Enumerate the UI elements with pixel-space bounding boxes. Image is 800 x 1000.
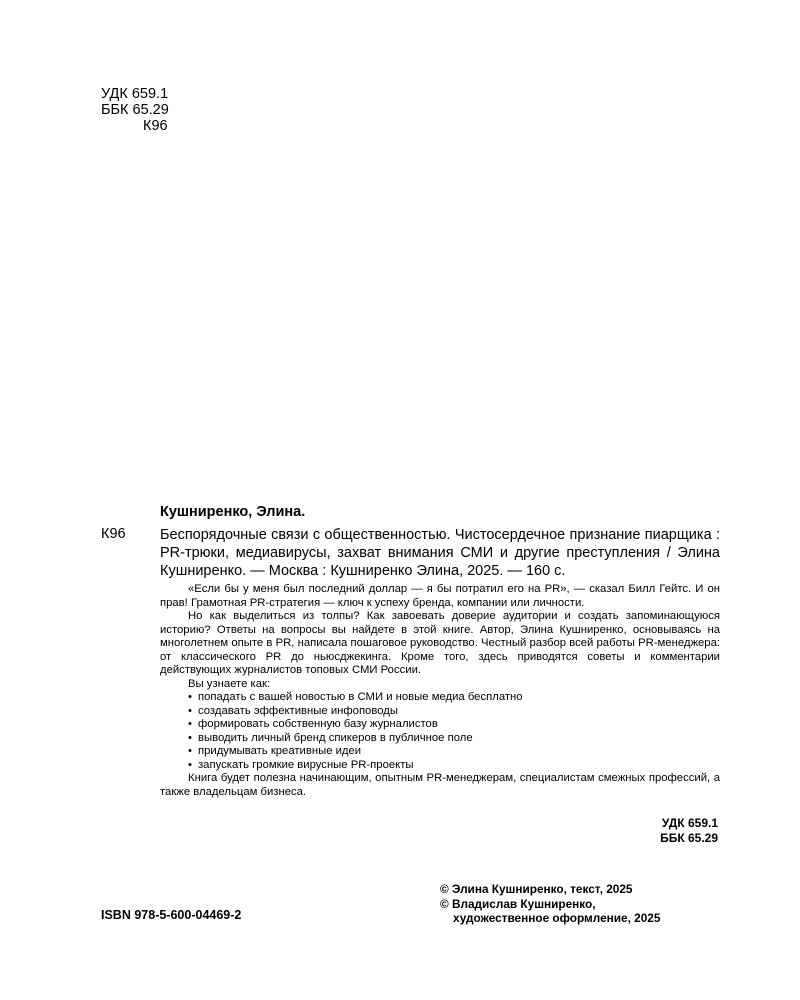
list-item: • выводить личный бренд спикеров в публичное поле [188, 731, 473, 744]
annotation-paragraph-3: Книга будет полезна начинающим, опытным PR-менеджерам, специалистам смежных профессий, а также владельцам бизнеса. [160, 772, 720, 798]
bullet-icon: • [188, 718, 192, 730]
list-intro: Вы узнаете как: [188, 677, 271, 690]
classification-block-top [101, 86, 169, 134]
isbn: ISBN 978-5-600-04469-2 [101, 908, 242, 922]
bullet-icon: • [188, 745, 192, 757]
copyright-design: © Владислав Кушниренко, [440, 896, 596, 911]
bullet-icon: • [188, 731, 192, 744]
copyright-design-continued: художественное оформление, 2025 [453, 911, 661, 925]
annotation-paragraph-1: «Если бы у меня был последний доллар — я бы потратил его на PR», — сказал Билл Гейтс. И он прав! Грамотная PR-стратегия — ключ к успеху бренда, компании или личности. [160, 583, 720, 609]
bullet-icon: • [188, 691, 192, 703]
bullet-icon: • [188, 704, 192, 717]
classification-block-bottom [560, 816, 718, 846]
bullet-icon: • [188, 758, 192, 771]
copyright-block [440, 882, 660, 926]
record-author-mark: К96 [101, 526, 126, 542]
annotation-paragraph-2: Но как выделиться из толпы? Как завоевать доверие аудитории и создать запоминающуюся историю? Ответы на вопросы вы найдете в этой книге. Автор, Элина Кушниренко, основываясь на многолетнем опыте в PR, написала пошаговое руководство. Честный разбор всей работы PR-менеджера: от классического PR до ньюсджекинга. Кроме того, здесь приводятся советы и комментарии действующих журналистов топовых СМИ России. [160, 610, 720, 676]
list-item: • запускать громкие вирусные PR-проекты [188, 758, 414, 771]
annotation [160, 583, 720, 799]
list-item: • формировать собственную базу журналистов [188, 718, 438, 730]
udk-code: УДК 659.1 [101, 86, 169, 102]
bbk-code: ББК 65.29 [660, 831, 718, 845]
bibliographic-description: Беспорядочные связи с общественностью. Чистосердечное признание пиарщика : PR-трюки, медиавирусы, захват внимания СМИ и другие преступления / Элина Кушниренко. — Москва : Кушниренко Элина, 2025. — 160 с. [160, 527, 720, 579]
list-item: • попадать с вашей новостью в СМИ и новые медиа бесплатно [188, 691, 523, 703]
author-mark: К96 [143, 118, 168, 134]
benefits-list [160, 691, 720, 772]
bbk-code: ББК 65.29 [101, 102, 169, 118]
list-item: • придумывать креативные идеи [188, 745, 362, 757]
list-item: • создавать эффективные инфоповоды [188, 704, 398, 717]
copyright-text: © Элина Кушниренко, текст, 2025 [440, 882, 633, 896]
author-heading: Кушниренко, Элина. [160, 504, 306, 520]
udk-code: УДК 659.1 [661, 816, 718, 830]
